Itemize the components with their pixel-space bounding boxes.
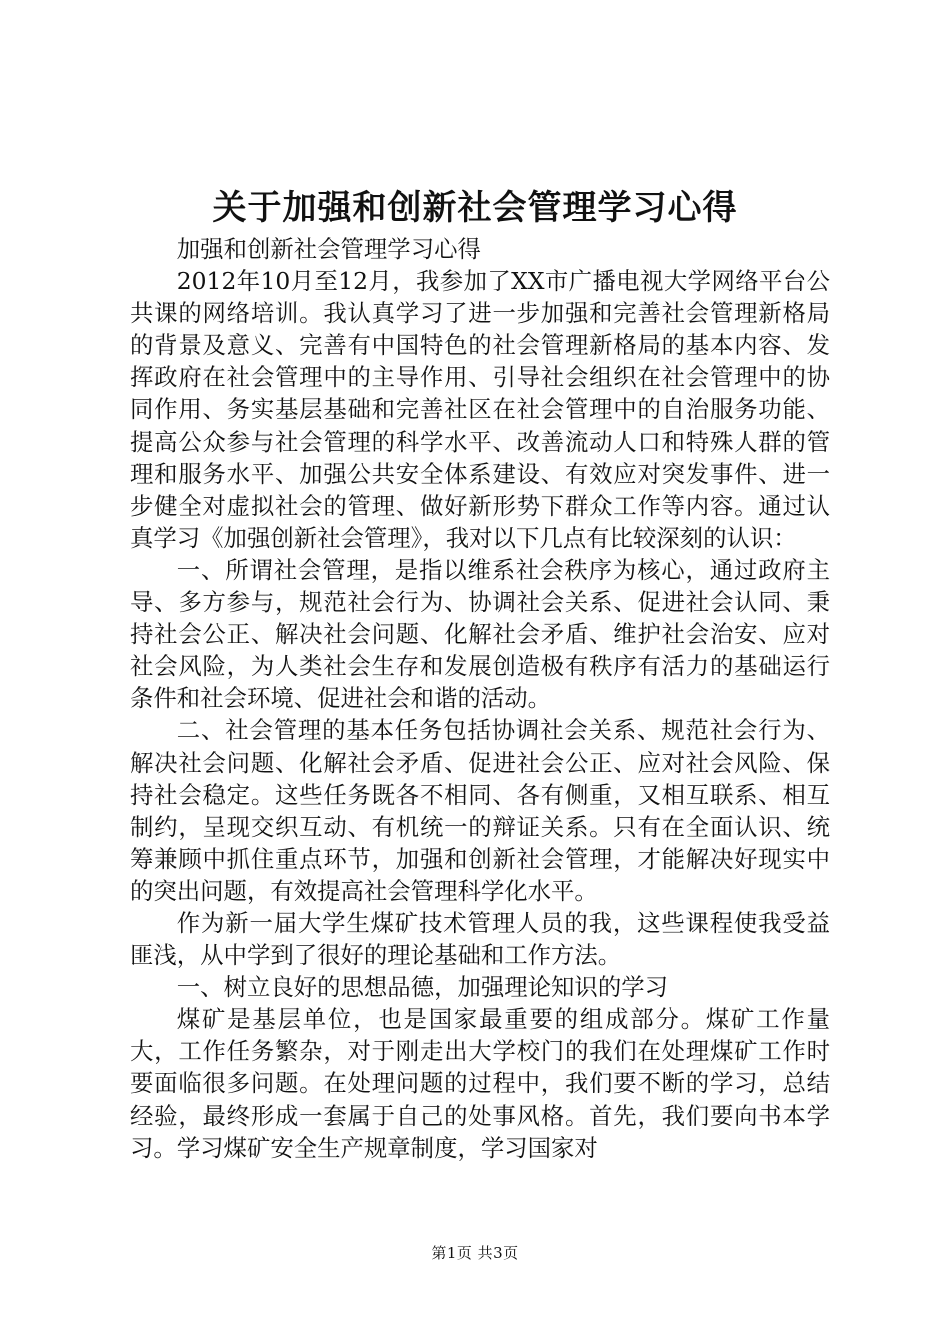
body-paragraph: 二、社会管理的基本任务包括协调社会关系、规范社会行为、解决社会问题、化解社会矛盾、促进社会公正、应对社会风险、保持社会稳定。这些任务既各不相同、各有侧重，又相互联系、相互制约，呈现交织互动、有机统一的辩证关系。只有在全面认识、统筹兼顾中抓住重点环节，加强和创新社会管理，才能解决好现实中的突出问题，有效提高社会管理科学化水平。 <box>130 716 830 905</box>
body-paragraph: 2012年10月至12月，我参加了XX市广播电视大学网络平台公共课的网络培训。我认真学习了进一步加强和完善社会管理新格局的背景及意义、完善有中国特色的社会管理新格局的基本内容、发挥政府在社会管理中的主导作用、引导社会组织在社会管理中的协同作用、务实基层基础和完善社区在社会管理中的自治服务功能、提高公众参与社会管理的科学水平、改善流动人口和特殊人群的管理和服务水平、加强公共安全体系建设、有效应对突发事件、进一步健全对虚拟社会的管理、做好新形势下群众工作等内容。通过认真学习《加强创新社会管理》，我对以下几点有比较深刻的认识： <box>130 267 830 552</box>
body-paragraph: 煤矿是基层单位，也是国家最重要的组成部分。煤矿工作量大，工作任务繁杂，对于刚走出大学校门的我们在处理煤矿工作时要面临很多问题。在处理问题的过程中，我们要不断的学习，总结经验，最终形成一套属于自己的处事风格。首先，我们要向书本学习。学习煤矿安全生产规章制度，学习国家对 <box>130 1005 830 1162</box>
page-number: 第1页 <box>431 1244 473 1262</box>
body-paragraph: 作为新一届大学生煤矿技术管理人员的我，这些课程使我受益匪浅，从中学到了很好的理论基础和工作方法。 <box>130 908 830 970</box>
body-paragraph: 一、所谓社会管理，是指以维系社会秩序为核心，通过政府主导、多方参与，规范社会行为、协调社会关系、促进社会认同、秉持社会公正、解决社会问题、化解社会矛盾、维护社会治安、应对社会风险，为人类社会生存和发展创造极有秩序有活力的基础运行条件和社会环境、促进社会和谐的活动。 <box>130 555 830 713</box>
document-body <box>130 233 830 1164</box>
document-title: 关于加强和创新社会管理学习心得 <box>212 188 738 228</box>
section-heading: 一、树立良好的思想品德，加强理论知识的学习 <box>176 973 668 1002</box>
page-footer <box>0 1243 950 1263</box>
page-total: 共3页 <box>477 1244 519 1262</box>
subtitle-paragraph: 加强和创新社会管理学习心得 <box>176 235 481 263</box>
